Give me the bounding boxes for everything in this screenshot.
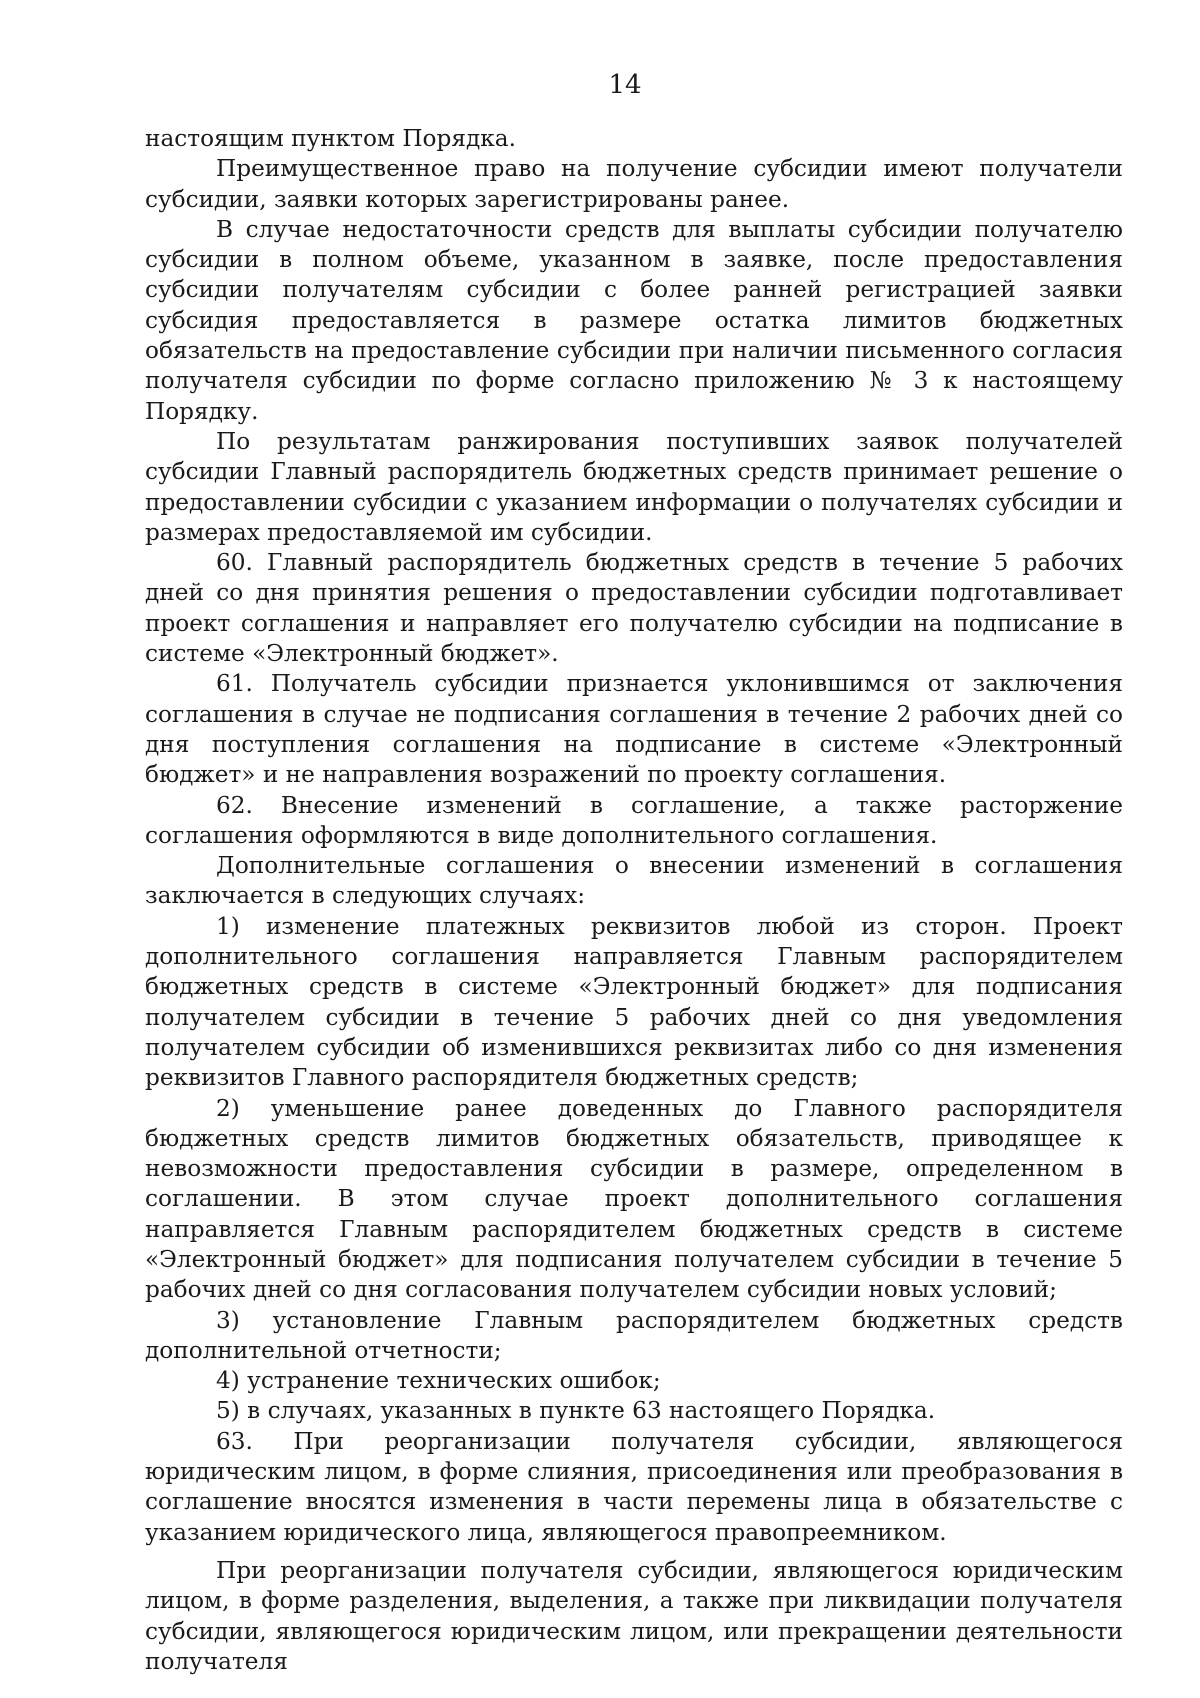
paragraph-clause-61: 61. Получатель субсидии признается уклонившимся от заключения соглашения в случае не подписания соглашения в течение 2 рабочих дней со дня поступления соглашения на подписание в системе «Электронный бюджет» и не направления возражений по проекту соглашения. (145, 670, 1123, 789)
list-item-5: 5) в случаях, указанных в пункте 63 настоящего Порядка. (216, 1397, 936, 1425)
paragraph-priority-right: Преимущественное право на получение субсидии имеют получатели субсидии, заявки которых зарегистрированы ранее. (145, 155, 1123, 213)
list-item-2: 2) уменьшение ранее доведенных до Главного распорядителя бюджетных средств лимитов бюджетных обязательств, приводящее к невозможности предоставления субсидии в размере, определенном в соглашении. В этом случае проект дополнительного соглашения направляется Главным распорядителем бюджетных средств в системе «Электронный бюджет» для подписания получателем субсидии в течение 5 рабочих дней со дня согласования получателем субсидии новых условий; (145, 1094, 1123, 1304)
paragraph-clause-62: 62. Внесение изменений в соглашение, а также расторжение соглашения оформляются в виде дополнительного соглашения. (145, 791, 1123, 849)
paragraph-additional-agreements: Дополнительные соглашения о внесении изменений в соглашения заключается в следующих случаях: (145, 852, 1123, 910)
list-item-1: 1) изменение платежных реквизитов любой из сторон. Проект дополнительного соглашения направляется Главным распорядителем бюджетных средств в системе «Электронный бюджет» для подписания получателем субсидии в течение 5 рабочих дней со дня уведомления получателем субсидии об изменившихся реквизитах либо со дня изменения реквизитов Главного распорядителя бюджетных средств; (145, 912, 1123, 1092)
paragraph-clause-63: 63. При реорганизации получателя субсидии, являющегося юридическим лицом, в форме слияния, присоединения или преобразования в соглашение вносятся изменения в части перемены лица в обязательстве с указанием юридического лица, являющегося правопреемником. (145, 1427, 1123, 1546)
document-body (145, 124, 1123, 1677)
paragraph-ranking-results: По результатам ранжирования поступивших заявок получателей субсидии Главный распорядитель бюджетных средств принимает решение о предоставлении субсидии с указанием информации о получателях субсидии и размерах предоставляемой им субсидии. (145, 427, 1123, 546)
paragraph-reorganization-division: При реорганизации получателя субсидии, являющегося юридическим лицом, в форме разделения, выделения, а также при ликвидации получателя субсидии, являющегося юридическим лицом, или прекращении деятельности получателя (145, 1556, 1123, 1675)
list-item-4: 4) устранение технических ошибок; (216, 1367, 661, 1395)
list-item-3: 3) установление Главным распорядителем бюджетных средств дополнительной отчетности; (145, 1306, 1123, 1364)
paragraph-clause-60: 60. Главный распорядитель бюджетных средств в течение 5 рабочих дней со дня принятия решения о предоставлении субсидии подготавливает проект соглашения и направляет его получателю субсидии на подписание в системе «Электронный бюджет». (145, 549, 1123, 668)
paragraph-continuation: настоящим пунктом Порядка. (145, 125, 516, 152)
page-number: 14 (608, 70, 642, 100)
paragraph-insufficient-funds: В случае недостаточности средств для выплаты субсидии получателю субсидии в полном объеме, указанном в заявке, после предоставления субсидии получателям субсидии с более ранней регистрацией заявки субсидия предоставляется в размере остатка лимитов бюджетных обязательств на предоставление субсидии при наличии письменного согласия получателя субсидии по форме согласно приложению № 3 к настоящему Порядку. (145, 215, 1123, 425)
